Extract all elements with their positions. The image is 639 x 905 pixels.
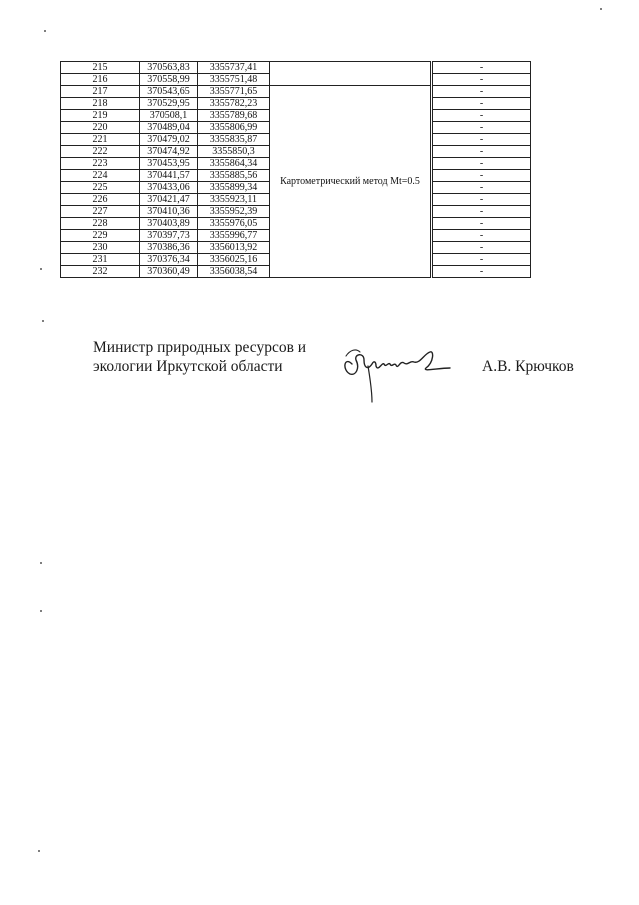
coordinates-table <box>60 61 431 278</box>
y-coordinate-cell: 3355737,41 <box>198 62 270 74</box>
point-number-cell: 224 <box>61 170 140 182</box>
y-coordinate-cell: 3355850,3 <box>198 146 270 158</box>
point-number-cell: 231 <box>61 254 140 266</box>
scan-speck <box>38 850 40 852</box>
accuracy-value-cell: - <box>433 86 531 98</box>
accuracy-value-cell: - <box>433 194 531 206</box>
scan-speck <box>44 30 46 32</box>
x-coordinate-cell: 370421,47 <box>140 194 198 206</box>
point-number-cell: 221 <box>61 134 140 146</box>
x-coordinate-cell: 370563,83 <box>140 62 198 74</box>
table-row <box>433 218 531 230</box>
table-row <box>433 86 531 98</box>
position-line-1: Министр природных ресурсов и <box>93 339 307 356</box>
point-number-cell: 222 <box>61 146 140 158</box>
y-coordinate-cell: 3355751,48 <box>198 74 270 86</box>
y-coordinate-cell: 3355885,56 <box>198 170 270 182</box>
x-coordinate-cell: 370489,04 <box>140 122 198 134</box>
accuracy-value-cell: - <box>433 134 531 146</box>
table-row <box>433 170 531 182</box>
table-row <box>433 110 531 122</box>
y-coordinate-cell: 3355789,68 <box>198 110 270 122</box>
accuracy-value-cell: - <box>433 146 531 158</box>
position-line-2: экологии Иркутской области <box>93 358 283 375</box>
point-number-cell: 216 <box>61 74 140 86</box>
y-coordinate-cell: 3356025,16 <box>198 254 270 266</box>
accuracy-value-cell: - <box>433 158 531 170</box>
x-coordinate-cell: 370397,73 <box>140 230 198 242</box>
accuracy-column-table <box>432 61 531 278</box>
y-coordinate-cell: 3355806,99 <box>198 122 270 134</box>
x-coordinate-cell: 370433,06 <box>140 182 198 194</box>
accuracy-value-cell: - <box>433 98 531 110</box>
table-row <box>433 254 531 266</box>
x-coordinate-cell: 370376,34 <box>140 254 198 266</box>
table-row <box>433 230 531 242</box>
x-coordinate-cell: 370543,65 <box>140 86 198 98</box>
point-number-cell: 217 <box>61 86 140 98</box>
table-row <box>433 182 531 194</box>
x-coordinate-cell: 370474,92 <box>140 146 198 158</box>
table-row <box>433 134 531 146</box>
x-coordinate-cell: 370403,89 <box>140 218 198 230</box>
point-number-cell: 229 <box>61 230 140 242</box>
y-coordinate-cell: 3355782,23 <box>198 98 270 110</box>
x-coordinate-cell: 370453,95 <box>140 158 198 170</box>
y-coordinate-cell: 3355771,65 <box>198 86 270 98</box>
x-coordinate-cell: 370479,02 <box>140 134 198 146</box>
accuracy-value-cell: - <box>433 182 531 194</box>
y-coordinate-cell: 3355952,39 <box>198 206 270 218</box>
point-number-cell: 226 <box>61 194 140 206</box>
table-row <box>433 206 531 218</box>
table-row <box>433 194 531 206</box>
y-coordinate-cell: 3355976,05 <box>198 218 270 230</box>
handwritten-signature <box>338 338 458 408</box>
signatory-name: А.В. Крючков <box>482 358 574 375</box>
point-number-cell: 230 <box>61 242 140 254</box>
table-row <box>433 266 531 278</box>
accuracy-value-cell: - <box>433 206 531 218</box>
table-row <box>433 98 531 110</box>
y-coordinate-cell: 3355864,34 <box>198 158 270 170</box>
table-row <box>433 62 531 74</box>
point-number-cell: 225 <box>61 182 140 194</box>
point-number-cell: 232 <box>61 266 140 278</box>
point-number-cell: 219 <box>61 110 140 122</box>
scan-speck <box>40 268 42 270</box>
point-number-cell: 218 <box>61 98 140 110</box>
x-coordinate-cell: 370441,57 <box>140 170 198 182</box>
scan-speck <box>600 8 602 10</box>
y-coordinate-cell: 3355835,87 <box>198 134 270 146</box>
table-row <box>433 74 531 86</box>
x-coordinate-cell: 370558,99 <box>140 74 198 86</box>
scan-speck <box>40 562 42 564</box>
determination-method-cell: Картометрический метод Mt=0.5 <box>270 86 431 278</box>
table-row <box>433 158 531 170</box>
point-number-cell: 227 <box>61 206 140 218</box>
accuracy-value-cell: - <box>433 254 531 266</box>
method-cell-empty <box>270 62 431 86</box>
y-coordinate-cell: 3356038,54 <box>198 266 270 278</box>
accuracy-value-cell: - <box>433 110 531 122</box>
y-coordinate-cell: 3355899,34 <box>198 182 270 194</box>
point-number-cell: 215 <box>61 62 140 74</box>
point-number-cell: 220 <box>61 122 140 134</box>
accuracy-value-cell: - <box>433 74 531 86</box>
point-number-cell: 223 <box>61 158 140 170</box>
y-coordinate-cell: 3356013,92 <box>198 242 270 254</box>
point-number-cell: 228 <box>61 218 140 230</box>
scan-speck <box>42 320 44 322</box>
x-coordinate-cell: 370529,95 <box>140 98 198 110</box>
signatory-position <box>93 338 306 376</box>
accuracy-value-cell: - <box>433 266 531 278</box>
table-row <box>61 62 431 74</box>
x-coordinate-cell: 370410,36 <box>140 206 198 218</box>
scan-speck <box>40 610 42 612</box>
y-coordinate-cell: 3355996,77 <box>198 230 270 242</box>
x-coordinate-cell: 370360,49 <box>140 266 198 278</box>
accuracy-value-cell: - <box>433 122 531 134</box>
accuracy-value-cell: - <box>433 62 531 74</box>
accuracy-value-cell: - <box>433 230 531 242</box>
x-coordinate-cell: 370508,1 <box>140 110 198 122</box>
y-coordinate-cell: 3355923,11 <box>198 194 270 206</box>
table-row <box>433 122 531 134</box>
table-row <box>433 146 531 158</box>
accuracy-value-cell: - <box>433 242 531 254</box>
x-coordinate-cell: 370386,36 <box>140 242 198 254</box>
accuracy-value-cell: - <box>433 170 531 182</box>
table-row <box>433 242 531 254</box>
accuracy-value-cell: - <box>433 218 531 230</box>
table-row <box>61 86 431 98</box>
